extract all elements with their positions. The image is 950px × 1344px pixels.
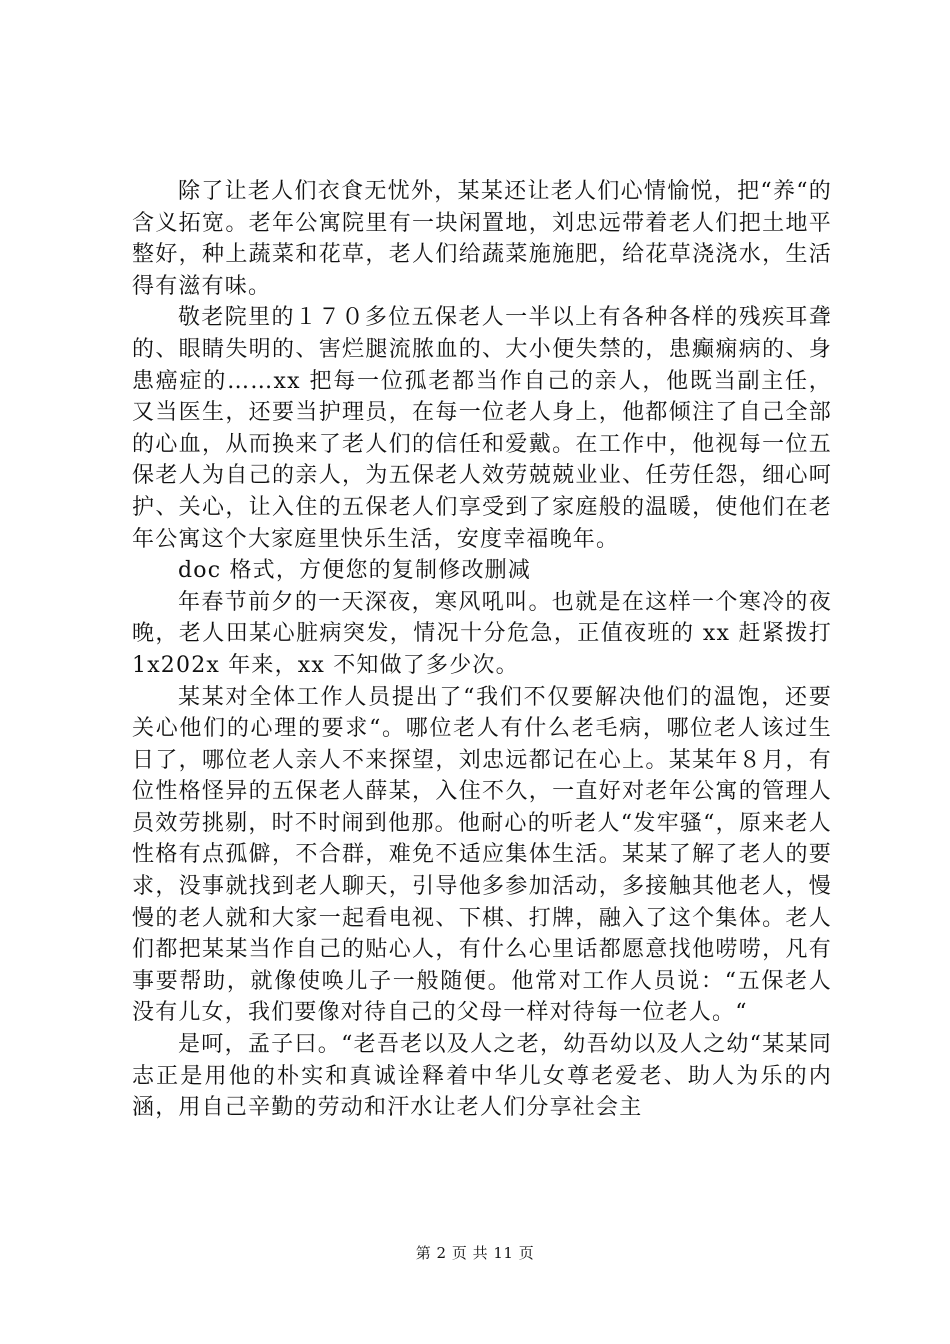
- paragraph-5: 某某对全体工作人员提出了“我们不仅要解决他们的温饱，还要关心他们的心理的要求“。哪位老人有什么老毛病，哪位老人该过生日了，哪位老人亲人不来探望，刘忠远都记在心上。某某年８月，有位性格怪异的五保老人薛某，入住不久，一直好对老年公寓的管理人员效劳挑剔，时不时闹到他那。他耐心的听老人“发牢骚“，原来老人性格有点孤僻，不合群，难免不适应集体生活。某某了解了老人的要求，没事就找到老人聊天，引导他多参加活动，多接触其他老人，慢慢的老人就和大家一起看电视、下棋、打牌，融入了这个集体。老人们都把某某当作自己的贴心人，有什么心里话都愿意找他唠唠，凡有事要帮助，就像使唤儿子一般随便。他常对工作人员说：“五保老人没有儿女，我们要像对待自己的父母一样对待每一位老人。“: [132, 684, 832, 1026]
- paragraph-4: 年春节前夕的一天深夜，寒风吼叫。也就是在这样一个寒冷的夜晚，老人田某心脏病突发，情况十分危急，正值夜班的 xx 赶紧拨打 1x202x 年来，xx 不知做了多少次。: [132, 589, 832, 678]
- paragraph-6: 是呵，孟子曰。“老吾老以及人之老，幼吾幼以及人之幼“某某同志正是用他的朴实和真诚诠释着中华儿女尊老爱老、助人为乐的内涵，用自己辛勤的劳动和汗水让老人们分享社会主: [132, 1032, 832, 1121]
- page-footer: 第 2 页 共 11 页: [415, 1244, 535, 1262]
- paragraph-2: 敬老院里的１７０多位五保老人一半以上有各种各样的残疾耳聋的、眼睛失明的、害烂腿流脓血的、大小便失禁的，患癫痫病的、身患癌症的……xx 把每一位孤老都当作自己的亲人，他既当副主任，又当医生，还要当护理员，在每一位老人身上，他都倾注了自己全部的心血，从而换来了老人们的信任和爱戴。在工作中，他视每一位五保老人为自己的亲人，为五保老人效劳兢兢业业、任劳任怨，细心呵护、关心，让入住的五保老人们享受到了家庭般的温暖，使他们在老年公寓这个大家庭里快乐生活，安度幸福晚年。: [132, 305, 832, 552]
- document-body: [132, 176, 832, 1124]
- paragraph-1: 除了让老人们衣食无忧外，某某还让老人们心情愉悦，把“养“的含义拓宽。老年公寓院里有一块闲置地，刘忠远带着老人们把土地平整好，种上蔬菜和花草，老人们给蔬菜施施肥，给花草浇浇水，生活得有滋有味。: [132, 179, 832, 299]
- paragraph-3: doc 格式，方便您的复制修改删减: [178, 558, 532, 584]
